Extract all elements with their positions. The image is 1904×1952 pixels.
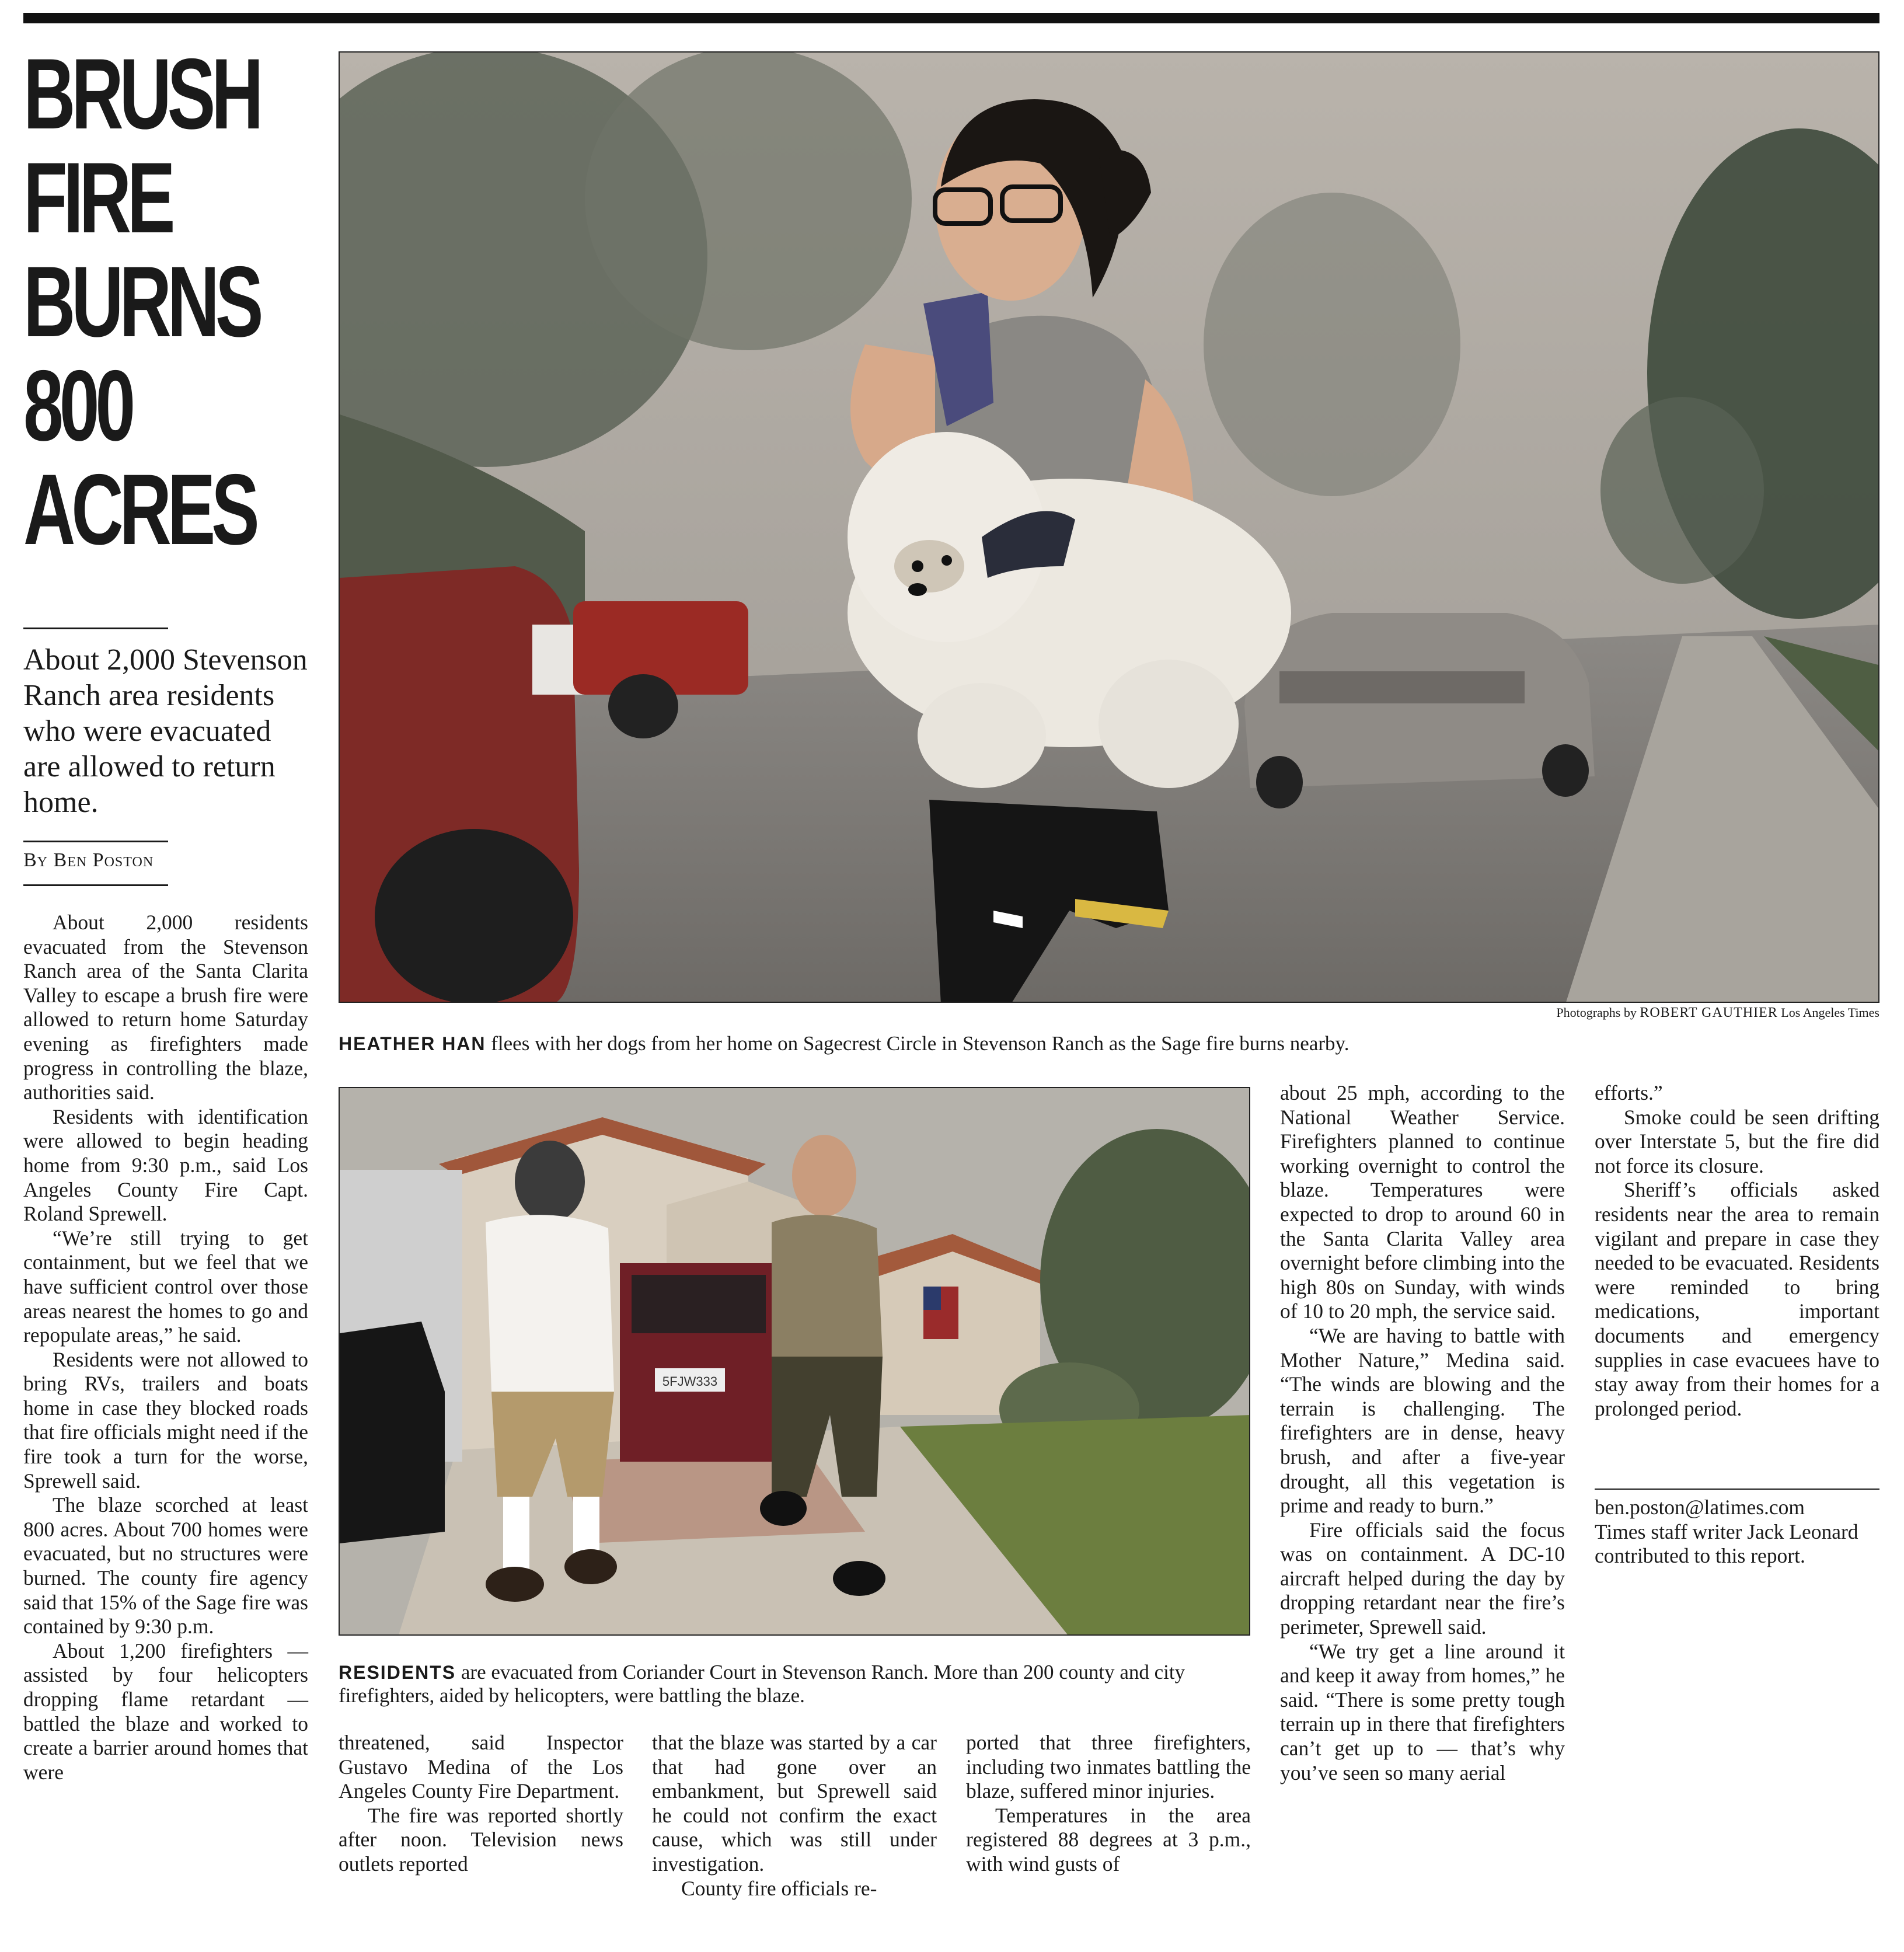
subhead-rule xyxy=(23,628,168,629)
article-column-2 xyxy=(339,1731,623,1877)
paragraph: ported that three firefighters, including two inmates battling the blaze, suffered minor injuries. xyxy=(966,1731,1251,1803)
headline xyxy=(23,38,260,566)
paragraph: About 1,200 firefighters — assisted by four helicopters dropping flame retardant — battled the blaze and worked to create a barrier around homes that were xyxy=(23,1639,308,1784)
paragraph: threatened, said Inspector Gustavo Medina of the Los Angeles County Fire Department. xyxy=(339,1731,623,1803)
main-photo-caption xyxy=(339,1032,1879,1055)
headline-line: ACRES xyxy=(23,454,256,566)
credit-name: ROBERT GAUTHIER xyxy=(1640,1005,1778,1020)
paragraph: Residents with identification were allowed to begin heading home from 9:30 p.m., said Los Angeles County Fire Capt. Roland Sprewell. xyxy=(23,1104,308,1226)
headline-line: BURNS xyxy=(23,246,260,358)
byline-rule-bottom xyxy=(23,884,168,886)
credit-org: Los Angeles Times xyxy=(1781,1005,1879,1020)
article-column-6 xyxy=(1595,1081,1879,1421)
byline: By Ben Poston xyxy=(23,849,154,871)
paragraph: efforts.” xyxy=(1595,1081,1663,1104)
author-email: ben.poston@latimes.com xyxy=(1595,1496,1805,1519)
paragraph: that the blaze was started by a car that had gone over an embankment, but Sprewell said he could not confirm the exact cause, which was still under investigation. xyxy=(652,1731,937,1876)
contributor-note: Times staff writer Jack Leonard contributed to this report. xyxy=(1595,1519,1858,1568)
secondary-photo-caption xyxy=(339,1661,1255,1707)
license-plate: 5FJW333 xyxy=(662,1374,718,1389)
headline-line: BRUSH xyxy=(23,38,260,150)
paragraph: Sheriff’s officials asked residents near the area to remain vigilant and prepare in case they needed to be evacuated. Residents were reminded to bring medications, important documents and emergency supplies in case evacuees have to stay away from their homes for a prolonged period. xyxy=(1595,1178,1879,1420)
top-rule xyxy=(23,13,1879,23)
article-column-3 xyxy=(652,1731,937,1901)
paragraph: Residents were not allowed to bring RVs, trailers and boats home in case they blocked roads that fire officials might need if the fire took a turn for the worse, Sprewell said. xyxy=(23,1347,308,1493)
tagline xyxy=(1595,1496,1879,1568)
subhead: About 2,000 Stevenson Ranch area residents who were evacuated are allowed to return home. xyxy=(23,643,308,819)
photo-credit xyxy=(1453,1005,1879,1021)
paragraph: Fire officials said the focus was on containment. A DC-10 aircraft helped during the day by dropping retardant near the fire’s perimeter, Sprewell said. xyxy=(1280,1518,1565,1639)
paragraph: “We’re still trying to get containment, but we feel that we have sufficient control over those areas nearest the homes to go and repopulate areas,” he said. xyxy=(23,1226,308,1347)
main-photo xyxy=(339,51,1879,1003)
paragraph: Smoke could be seen drifting over Interstate 5, but the fire did not force its closure. xyxy=(1595,1105,1879,1177)
paragraph: Temperatures in the area registered 88 degrees at 3 p.m., with wind gusts of xyxy=(966,1803,1251,1876)
caption-text: flees with her dogs from her home on Sagecrest Circle in Stevenson Ranch as the Sage fire burns nearby. xyxy=(486,1032,1349,1055)
caption-lead: RESIDENTS xyxy=(339,1662,456,1683)
paragraph: The fire was reported shortly after noon. Television news outlets reported xyxy=(339,1803,623,1876)
credit-prefix: Photographs by xyxy=(1556,1005,1637,1020)
headline-line: FIRE xyxy=(23,142,172,254)
article-column-1 xyxy=(23,911,308,1784)
secondary-photo xyxy=(339,1087,1250,1636)
caption-lead: HEATHER HAN xyxy=(339,1033,486,1054)
headline-line: 800 xyxy=(23,350,132,462)
caption-text: are evacuated from Coriander Court in Stevenson Ranch. More than 200 county and city firefighters, aided by helicopters, were battling the blaze. xyxy=(339,1661,1185,1707)
article-column-5 xyxy=(1280,1081,1565,1785)
paragraph: about 25 mph, according to the National Weather Service. Firefighters planned to continue working overnight to control the blaze. Temperatures were expected to drop to around 60 in the Santa Clarita Valley area overnight before climbing into the high 80s on Sunday, with winds of 10 to 20 mph, the service said. xyxy=(1280,1081,1565,1323)
paragraph: “We are having to battle with Mother Nature,” Medina said. “The winds are blowing and the terrain is challenging. The firefighters are in dense, heavy brush, and after a five-year drought, all this vegetation is prime and ready to burn.” xyxy=(1280,1323,1565,1518)
article-column-4 xyxy=(966,1731,1251,1877)
paragraph: About 2,000 residents evacuated from the Stevenson Ranch area of the Santa Clarita Valley to escape a brush fire were allowed to return home Saturday evening as firefighters made progress in controlling the blaze, authorities said. xyxy=(23,911,308,1104)
paragraph: The blaze scorched at least 800 acres. About 700 homes were evacuated, but no structures were burned. The county fire agency said that 15% of the Sage fire was contained by 9:30 p.m. xyxy=(23,1493,308,1639)
tagline-rule xyxy=(1595,1489,1879,1490)
paragraph: County fire officials re- xyxy=(681,1876,877,1900)
byline-rule-top xyxy=(23,841,168,842)
paragraph: “We try get a line around it and keep it away from homes,” he said. “There is some pretty tough terrain up in there that firefighters can’t get up to — that’s why you’ve seen so many aerial xyxy=(1280,1639,1565,1784)
